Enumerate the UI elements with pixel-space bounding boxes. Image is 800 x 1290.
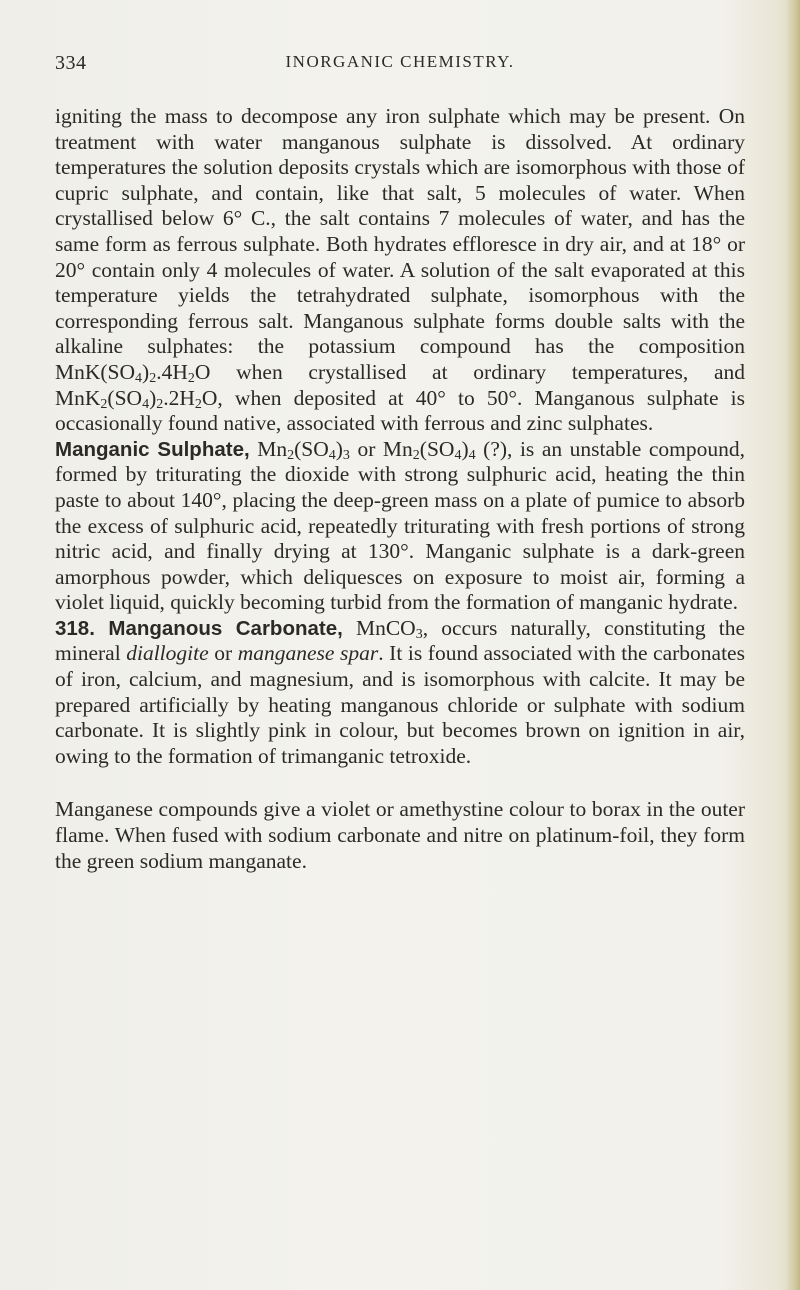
mineral-name: diallogite — [126, 641, 209, 666]
page-body — [55, 104, 745, 874]
mineral-name: manganese spar — [237, 641, 379, 666]
paragraph-text: or — [208, 641, 238, 666]
paragraph-manganous-sulphate — [55, 104, 745, 437]
paragraph-manganic-sulphate — [55, 437, 745, 616]
paragraph-manganese-tests: Manganese compounds give a violet or amethystine colour to borax in the outer flame. When fused with sodium carbonate and nitre on platinum-foil, they form the green sodium manganate. — [55, 797, 745, 873]
page-edge-shadow — [786, 0, 800, 1290]
paragraph-text: igniting the mass to decompose any iron sulphate which may be present. On treatment with water manganous sulphate is dissolved. At ordinary temperatures the solution deposits crystals which are isomorphous with those of cupric sulphate, and contain, like that salt, 5 molecules of water. When crystallised below 6° C., the salt contains 7 molecules of water, and has the same form as ferrous sulphate. Both hydrates effloresce in dry air, and at 18° or 20° contain only 4 molecules of water. A solution of the salt evaporated at this temperature yields the tetrahydrated sulphate, isomorphous with the corresponding ferrous salt. Manganous sulphate forms double salts with the alkaline sulphates: the potassium compound has the composition — [55, 104, 745, 359]
paragraph-gap — [55, 769, 745, 797]
paragraph-manganous-carbonate — [55, 616, 745, 770]
paragraph-text: . It is found associated with the carbonates of iron, calcium, and magnesium, and is isomorphous with calcite. It may be prepared artificially by heating manganous chloride or sulphate with sodium carbonate. It is slightly pink in colour, but becomes brown on ignition in air, owing to the formation of trimanganic tetroxide. — [55, 641, 745, 768]
formula-double-salt-tetrahydrate: $MnK(SO_4)_2.4H_2O$ — [55, 359, 211, 386]
page-header — [55, 52, 745, 80]
paragraph-text: when crystallised at ordinary temperatures, and — [210, 359, 745, 384]
paragraph-text: , occurs naturally, constituting the mineral — [55, 615, 745, 666]
paragraph-text: or — [349, 436, 383, 461]
paragraph-text: , when deposited at 40° to 50°. Manganous sulphate is occasionally found native, associated with ferrous and zinc sulphates. — [55, 385, 745, 436]
formula-manganous-carbonate: MnCO$_3$ — [355, 615, 423, 642]
formula-double-salt-dihydrate: $MnK_2(SO_4)_2.2H_2O$ — [55, 385, 218, 412]
section-heading: 318. Manganous Carbonate, — [55, 616, 343, 640]
formula-manganic-sulphate-alt: $Mn_2(SO_4)_4$ — [382, 436, 476, 463]
running-title: INORGANIC CHEMISTRY. — [285, 52, 515, 71]
page-number: 334 — [55, 52, 87, 74]
formula-manganic-sulphate: $Mn_2(SO_4)_3$ — [257, 436, 350, 463]
paragraph-text: (?), is an unstable compound, formed by triturating the dioxide with strong sulphuric acid, heating the thin paste to about 140°, placing the deep-green mass on a plate of pumice to absorb the excess of sulphuric acid, repeatedly triturating with fresh portions of strong nitric acid, and finally drying at 130°. Manganic sulphate is a dark-green amorphous powder, which deliquesces on exposure to moist air, forming a violet liquid, quickly becoming turbid from the formation of manganic hydrate. — [55, 436, 745, 615]
section-heading: Manganic Sulphate, — [55, 437, 250, 461]
